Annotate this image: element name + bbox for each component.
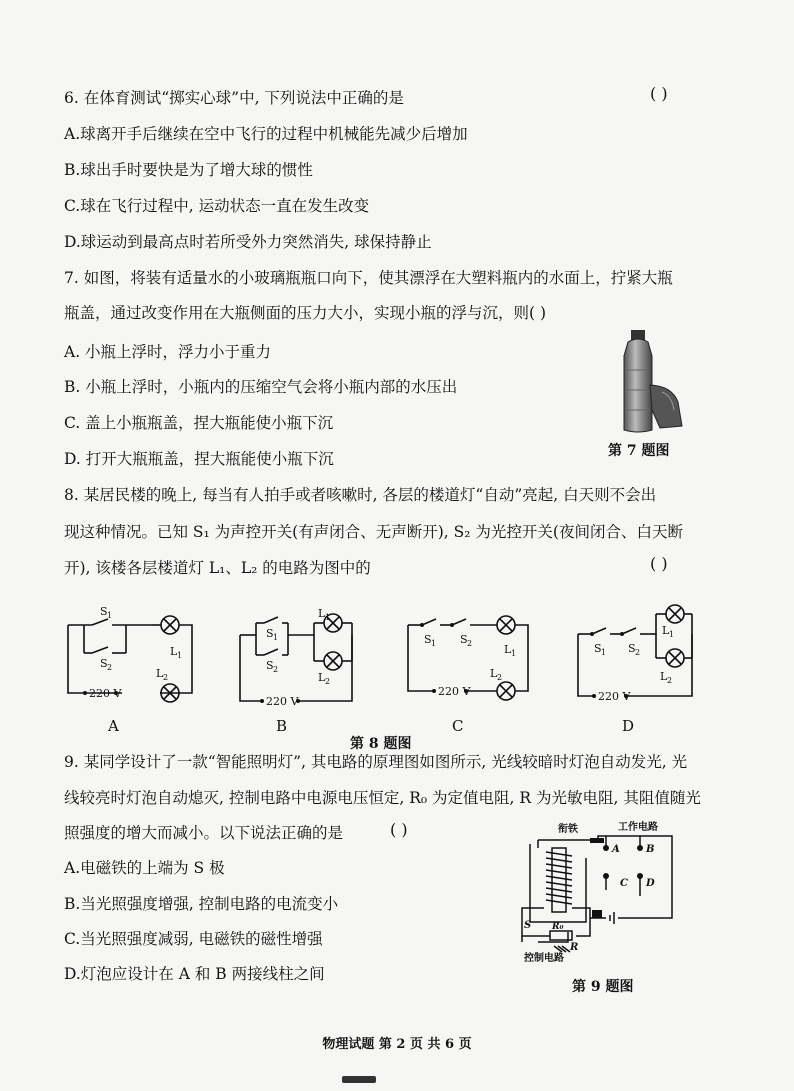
q8-circuit-d [570,600,710,710]
subscript: 1 [177,651,183,660]
switch-s2-label: S [460,633,468,646]
voltage-label: 220 V [598,690,631,703]
terminal-b-label: B [646,844,655,855]
q9-option-c: C.当光照强度减弱, 电磁铁的磁性增强 [64,930,323,948]
q9-stem-line1: 9. 某同学设计了一款“智能照明灯”, 其电路的原理图如图所示, 光线较暗时灯泡自动发光, 光 [64,753,688,771]
armature-label: 衔铁 [558,824,578,835]
q8-answer-paren: ( ) [650,554,668,573]
subscript: 2 [163,673,169,682]
scan-mark [342,1076,376,1083]
q9-option-a: A.电磁铁的上端为 S 极 [64,859,225,877]
lamp-l2-label: L [660,670,668,683]
page-footer: 物理试题 第 2 页 共 6 页 [322,1037,472,1052]
q8-stem-line1: 8. 某居民楼的晚上, 每当有人拍手或者咳嗽时, 各层的楼道灯“自动”亮起, 白天则不会出 [64,486,657,504]
switch-s1-label: S [424,633,432,646]
q9-option-d: D.灯泡应设计在 A 和 B 两接线柱之间 [64,965,325,983]
subscript: 1 [601,648,607,657]
q7-caption: 第 7 题图 [608,443,670,459]
q8-label-b: B [276,717,288,735]
q8-circuit-c [400,605,540,705]
work-circuit-label: 工作电路 [618,822,658,833]
lamp-l2-label: L [318,671,326,684]
q8-stem-line3: 开), 该楼各层楼道灯 L₁、L₂ 的电路为图中的 [64,559,371,577]
q9-relay-figure [510,818,685,963]
q6-answer-paren: ( ) [650,84,668,103]
q8-label-d: D [622,717,635,735]
switch-s1-label: S [100,605,108,618]
subscript: 1 [325,613,331,622]
subscript: 1 [511,649,517,658]
q7-option-c: C. 盖上小瓶瓶盖，捏大瓶能使小瓶下沉 [64,414,334,432]
subscript: 2 [497,673,503,682]
subscript: 1 [273,633,279,642]
switch-s1-label: S [594,642,602,655]
q8-label-c: C [452,717,464,735]
q6-option-b: B.球出手时要快是为了增大球的惯性 [64,161,313,179]
voltage-label: 220 V [266,695,299,708]
q9-stem-line2: 线较亮时灯泡自动熄灭, 控制电路中电源电压恒定, R₀ 为定值电阻, R 为光敏电阻, 其阻值随光 [64,789,701,807]
terminal-c-label: C [620,878,628,889]
q7-stem-line1: 7. 如图，将装有适量水的小玻璃瓶瓶口向下，使其漂浮在大塑料瓶内的水面上，拧紧大瓶 [64,269,673,287]
terminal-d-label: D [646,878,655,889]
switch-s-label: S [524,920,532,931]
q8-circuit-a [60,605,200,705]
q9-option-b: B.当光照强度增强, 控制电路的电流变小 [64,895,339,913]
q7-option-b: B. 小瓶上浮时，小瓶内的压缩空气会将小瓶内部的水压出 [64,378,458,396]
voltage-label: 220 V [89,687,122,700]
q6-option-c: C.球在飞行过程中, 运动状态一直在发生改变 [64,197,370,215]
subscript: 2 [667,676,673,685]
voltage-label: 220 V [438,685,471,698]
control-circuit-label: 控制电路 [524,953,564,964]
subscript: 1 [669,630,675,639]
switch-s1-label: S [266,627,274,640]
lamp-l1-label: L [170,645,178,658]
lamp-l2-label: L [490,667,498,680]
lamp-l2-label: L [156,667,164,680]
subscript: 2 [107,663,113,672]
switch-s2-label: S [266,659,274,672]
q8-caption: 第 8 题图 [350,736,412,752]
q7-stem-line2: 瓶盖，通过改变作用在大瓶侧面的压力大小，实现小瓶的浮与沉，则( ) [64,304,547,322]
terminal-a-label: A [612,844,620,855]
photoresistor-r-label: R [570,942,579,953]
lamp-l1-label: L [662,624,670,637]
q9-answer-paren: ( ) [390,820,408,839]
q8-label-a: A [108,717,119,735]
subscript: 1 [431,639,437,648]
q6-option-a: A.球离开手后继续在空中飞行的过程中机械能先减少后增加 [64,125,468,143]
q9-caption: 第 9 题图 [572,979,634,995]
switch-s2-label: S [100,657,108,670]
q7-option-a: A. 小瓶上浮时，浮力小于重力 [64,343,272,361]
subscript: 2 [635,648,641,657]
lamp-l1-label: L [504,643,512,656]
q7-bottle-figure [612,330,692,435]
subscript: 2 [325,677,331,686]
subscript: 2 [273,665,279,674]
q8-stem-line2: 现这种情况。已知 S₁ 为声控开关(有声闭合、无声断开), S₂ 为光控开关(夜间闭合、白天断 [64,523,683,541]
q6-option-d: D.球运动到最高点时若所受外力突然消失, 球保持静止 [64,233,432,251]
q7-option-d: D. 打开大瓶瓶盖，捏大瓶能使小瓶下沉 [64,450,334,468]
q6-stem: 6. 在体育测试“掷实心球”中, 下列说法中正确的是 [64,89,404,107]
resistor-r0-label: R₀ [552,922,564,932]
lamp-l1-label: L [318,607,326,620]
subscript: 2 [467,639,473,648]
q9-stem-line3: 照强度的增大而减小。以下说法正确的是 [64,824,344,842]
subscript: 1 [107,611,113,620]
q8-circuit-b [232,605,372,710]
switch-s2-label: S [628,642,636,655]
